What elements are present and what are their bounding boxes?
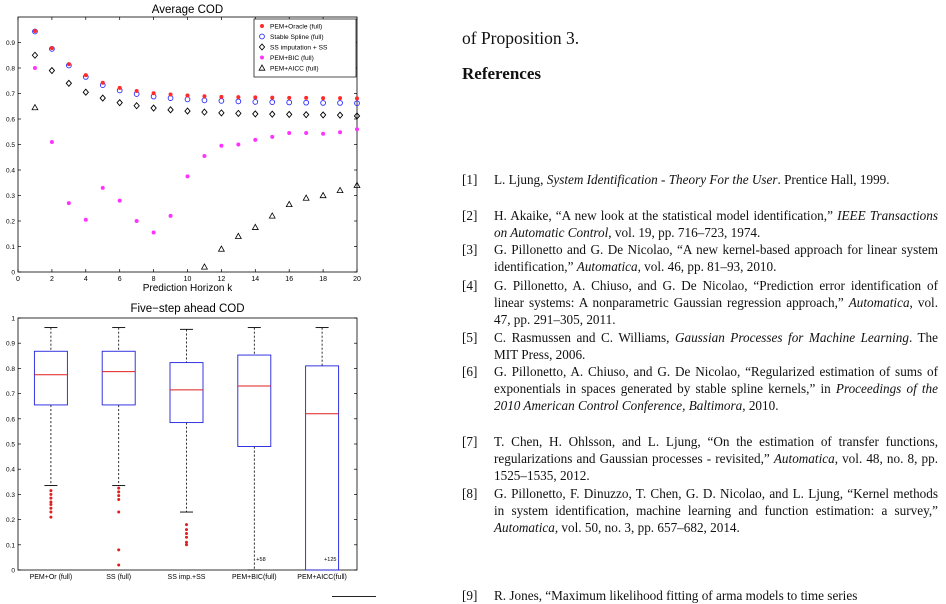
x-axis-label: Prediction Horizon k — [142, 283, 233, 294]
box-outlier — [185, 536, 188, 539]
y-tick-label: 0.3 — [5, 193, 15, 200]
y-tick-label: 0.8 — [5, 65, 15, 73]
data-point — [304, 131, 308, 135]
data-point — [253, 95, 257, 99]
data-point — [219, 95, 223, 99]
y-tick-label: 0.6 — [5, 116, 15, 124]
box-outlier — [49, 503, 52, 506]
data-point — [338, 96, 342, 100]
x-tick-label: 8 — [151, 276, 156, 283]
y-tick-label: 0.1 — [5, 244, 15, 251]
box-outlier — [185, 532, 188, 535]
y-tick-label: 0 — [11, 269, 15, 277]
x-tick-label: 16 — [285, 276, 294, 283]
data-point — [304, 96, 308, 100]
box-outlier — [49, 489, 52, 492]
y-tick-label: 0 — [11, 567, 15, 575]
reference-text: G. Pillonetto, A. Chiuso, and G. De Nicolao, “Prediction error identification of linear systems: A nonparametric Gaussian regression approach,” Automatica, vol. 47, pp. 291–305, 2011. — [494, 278, 938, 327]
data-point — [321, 96, 325, 100]
y-tick-label: 0.9 — [5, 40, 15, 47]
y-tick-label: 0.8 — [5, 365, 15, 373]
reference-item — [462, 329, 938, 363]
reference-item — [462, 207, 938, 241]
reference-number: [3] — [462, 242, 478, 257]
data-point — [287, 96, 291, 100]
reference-item — [462, 433, 938, 484]
data-point — [84, 218, 88, 222]
data-point — [50, 140, 54, 144]
box-outlier — [117, 487, 120, 490]
chart-title: Average COD — [151, 4, 224, 16]
legend-entry: PEM+AICC (full) — [270, 65, 319, 73]
box-outlier — [185, 523, 188, 526]
y-tick-label: 0.7 — [5, 391, 15, 399]
data-point — [135, 89, 139, 93]
y-tick-label: 0.3 — [5, 491, 15, 499]
legend-entry: PEM+Oracle (full) — [270, 23, 323, 31]
y-tick-label: 0.9 — [5, 340, 15, 348]
box-outlier — [117, 490, 120, 493]
reference-text: T. Chen, H. Ohlsson, and L. Ljung, “On the estimation of transfer functions, regularizations and Gaussian processes - revisited,” Automatica, vol. 48, no. 8, pp. 1525–1535, 2012. — [494, 434, 939, 483]
data-point — [169, 93, 173, 97]
x-tick-label: 0 — [16, 276, 20, 283]
y-tick-label: 0.4 — [5, 466, 15, 474]
y-tick-label: 0.5 — [5, 441, 15, 449]
data-point — [186, 94, 190, 98]
box-outlier — [117, 511, 120, 514]
reference-text: G. Pillonetto, F. Dinuzzo, T. Chen, G. D. Nicolao, and L. Ljung, “Kernel methods in system identification, machine learning and function estimation: a survey,” Automatica, vol. 50, no. 3, pp. 657–682, 2014. — [494, 486, 938, 535]
proposition-text: of Proposition 3. — [462, 28, 580, 48]
reference-number: [7] — [462, 434, 478, 449]
data-point — [260, 24, 264, 28]
box-outlier — [117, 563, 120, 566]
data-point — [50, 46, 54, 50]
box-outlier — [49, 516, 52, 519]
data-point — [101, 186, 105, 190]
reference-text: H. Akaike, “A new look at the statistical model identification,” IEEE Transactions on Automatic Control, vol. 19, pp. 716–723, 1974. — [494, 208, 938, 240]
box-outlier — [49, 497, 52, 500]
reference-item — [462, 485, 938, 536]
x-tick-label: SS (full) — [106, 574, 132, 581]
y-tick-label: 0.2 — [5, 218, 15, 226]
data-point — [84, 73, 88, 77]
reference-text: G. Pillonetto and G. De Nicolao, “A new kernel-based approach for linear system identification,” Automatica, vol. 46, pp. 81–93, 2010. — [494, 242, 938, 274]
reference-item — [462, 241, 938, 275]
figure — [0, 0, 380, 602]
reference-text: R. Jones, “Maximum likelihood fitting of arma models to time series — [494, 588, 858, 603]
reference-number: [5] — [462, 330, 478, 345]
y-tick-label: 0.4 — [5, 167, 15, 175]
data-point — [260, 56, 264, 60]
reference-number: [6] — [462, 364, 478, 379]
data-point — [33, 66, 37, 70]
data-point — [135, 219, 139, 223]
data-point — [321, 132, 325, 136]
x-tick-label: PEM+Or (full) — [29, 574, 73, 581]
outlier-count-note: +58 — [256, 557, 266, 563]
x-tick-label: 10 — [183, 276, 192, 283]
reference-text: G. Pillonetto, A. Chiuso, and G. De Nicolao, “Regularized estimation of sums of exponentials in spaces generated by stable spline kernels,” in Proceedings of the 2010 American Control Conference, Baltimora, 2010. — [494, 364, 938, 413]
data-point — [202, 94, 206, 98]
outlier-count-note: +125 — [324, 557, 337, 563]
y-tick-label: 0.5 — [5, 142, 15, 149]
reference-number: [4] — [462, 278, 478, 293]
data-point — [169, 214, 173, 218]
box-outlier — [185, 528, 188, 531]
reference-item — [462, 363, 938, 414]
box-outlier — [117, 494, 120, 497]
data-point — [101, 81, 105, 85]
data-point — [287, 131, 291, 135]
data-point — [253, 138, 257, 142]
data-point — [152, 91, 156, 95]
x-tick-label: 18 — [319, 276, 327, 283]
data-point — [236, 143, 240, 147]
x-tick-label: PEM+BIC(full) — [232, 574, 277, 581]
x-tick-label: PEM+AICC(full) — [297, 574, 347, 581]
data-point — [270, 135, 274, 139]
footnote-rule — [332, 596, 376, 597]
plot-frame — [18, 318, 357, 570]
box-outlier — [185, 543, 188, 546]
x-tick-label: 4 — [83, 276, 88, 283]
box-outlier — [49, 511, 52, 514]
data-point — [67, 201, 71, 205]
box-outlier — [49, 507, 52, 510]
y-tick-label: 0.2 — [5, 517, 15, 525]
reference-item — [462, 171, 938, 188]
reference-text: L. Ljung, System Identification - Theory For the User. Prentice Hall, 1999. — [494, 172, 890, 187]
x-tick-label: SS imp.+SS — [167, 574, 206, 581]
x-tick-label: 14 — [251, 276, 260, 283]
data-point — [118, 199, 122, 203]
data-point — [202, 154, 206, 158]
data-point — [236, 95, 240, 99]
box-outlier — [49, 493, 52, 496]
box-outlier — [117, 498, 120, 501]
legend-entry: Stable Spline (full) — [270, 34, 324, 41]
legend-entry: PEM+BIC (full) — [270, 55, 314, 62]
reference-number: [1] — [462, 172, 478, 187]
data-point — [270, 96, 274, 100]
data-point — [33, 29, 37, 33]
x-tick-label: 6 — [117, 276, 122, 283]
chart-title: Five−step ahead COD — [130, 303, 245, 315]
reference-item — [462, 587, 938, 604]
box-outlier — [117, 548, 120, 551]
data-point — [219, 144, 223, 148]
x-tick-label: 12 — [217, 276, 226, 283]
y-tick-label: 0.7 — [5, 91, 15, 98]
x-tick-label: 2 — [49, 276, 54, 283]
data-point — [338, 130, 342, 134]
data-point — [355, 96, 359, 100]
y-tick-label: 0.6 — [5, 416, 15, 424]
legend-entry: SS imputation + SS — [270, 44, 328, 52]
x-tick-label: 20 — [353, 276, 361, 283]
data-point — [186, 174, 190, 178]
reference-number: [2] — [462, 208, 478, 223]
reference-item — [462, 277, 938, 328]
references-heading: References — [462, 64, 541, 83]
data-point — [67, 62, 71, 66]
data-point — [152, 230, 156, 234]
reference-number: [8] — [462, 486, 478, 501]
y-tick-label: 0.1 — [5, 542, 15, 550]
y-tick-label: 1 — [11, 315, 15, 323]
reference-number: [9] — [462, 588, 478, 603]
data-point — [355, 127, 359, 131]
reference-text: C. Rasmussen and C. Williams, Gaussian Processes for Machine Learning. The MIT Press, 2006. — [494, 330, 938, 362]
data-point — [118, 86, 122, 90]
